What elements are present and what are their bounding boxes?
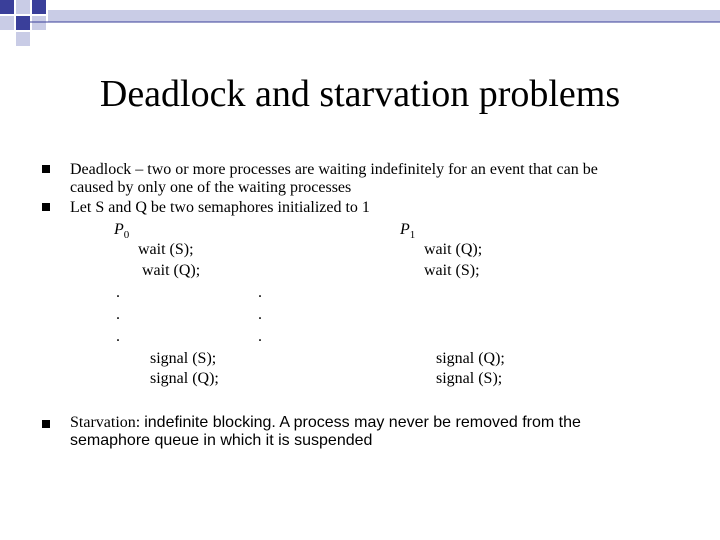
p0-ellipsis-dot-2: . bbox=[116, 306, 120, 323]
mid-ellipsis-dot-2: . bbox=[258, 306, 262, 323]
p1-subscript: 1 bbox=[409, 229, 416, 242]
p0-wait-1: wait (S); bbox=[138, 241, 194, 258]
starvation-text-1: indefinite blocking. A process may never be removed from the bbox=[144, 414, 581, 431]
p0-name: P bbox=[114, 221, 124, 238]
p1-signal-1: signal (Q); bbox=[436, 350, 505, 367]
slide-title: Deadlock and starvation problems bbox=[99, 73, 621, 115]
p0-ellipsis-dot-1: . bbox=[116, 284, 120, 301]
p1-wait-1: wait (Q); bbox=[424, 241, 483, 258]
p0-ellipsis-dot-3: . bbox=[116, 328, 120, 345]
p0-subscript: 0 bbox=[123, 229, 130, 242]
title-decoration bbox=[0, 0, 720, 48]
bullet-1-line-1: Deadlock – two or more processes are waiting indefinitely for an event that can be bbox=[70, 161, 598, 178]
mid-ellipsis-dot-3: . bbox=[258, 328, 262, 345]
mid-ellipsis-dot-1: . bbox=[258, 284, 262, 301]
bullet-icon bbox=[42, 165, 50, 173]
bullet-icon bbox=[42, 203, 50, 211]
bullet-1-line-2: caused by only one of the waiting processes bbox=[70, 179, 352, 196]
process-p0-label bbox=[114, 221, 129, 244]
p1-name: P bbox=[400, 221, 410, 238]
bullet-3-line-2: semaphore queue in which it is suspended bbox=[70, 432, 373, 449]
p0-wait-2: wait (Q); bbox=[142, 262, 201, 279]
p0-signal-1: signal (S); bbox=[150, 350, 217, 367]
bullet-icon bbox=[42, 420, 50, 428]
p1-wait-2: wait (S); bbox=[424, 262, 480, 279]
bullet-3-line-1 bbox=[70, 414, 581, 432]
p0-signal-2: signal (Q); bbox=[150, 370, 219, 387]
starvation-label: Starvation: bbox=[70, 414, 141, 431]
p1-signal-2: signal (S); bbox=[436, 370, 503, 387]
bullet-2-line-1: Let S and Q be two semaphores initialized to 1 bbox=[70, 199, 370, 216]
process-p1-label bbox=[400, 221, 415, 244]
